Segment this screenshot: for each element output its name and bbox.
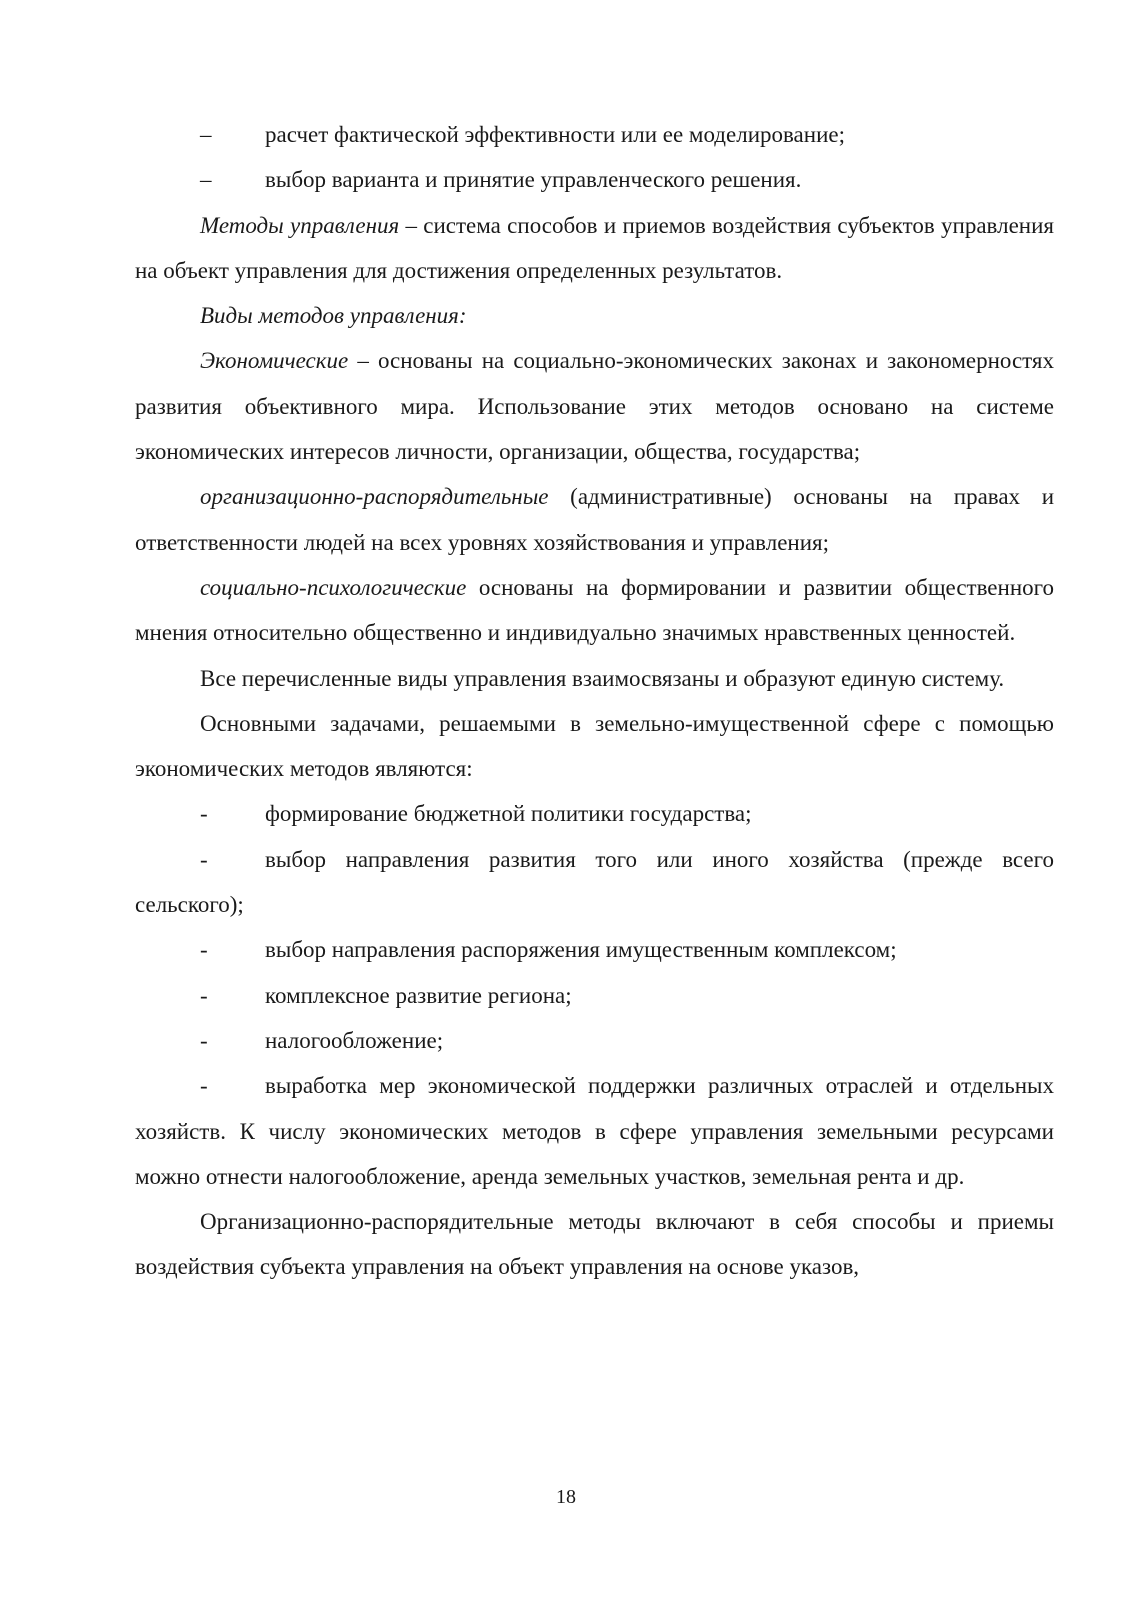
- page-content: [135, 112, 1054, 1290]
- paragraph-methods-definition: [135, 203, 1054, 294]
- paragraph-organizational: [135, 474, 1054, 565]
- list-item: [135, 1018, 1054, 1063]
- list-dash: -: [200, 801, 208, 827]
- types-heading: [135, 293, 1054, 338]
- page-number: 18: [556, 1486, 576, 1508]
- list-dash: -: [200, 937, 208, 963]
- paragraph-text: основаны на формировании и развитии общественного мнения относительно общественно и индивидуально значимых нравственных ценностей.: [135, 574, 1054, 646]
- paragraph-social: [135, 565, 1054, 656]
- list-item-text: расчет фактической эффективности или ее моделирование;: [265, 122, 845, 147]
- list-item-text: выбор направления распоряжения имущественным комплексом;: [265, 937, 897, 963]
- paragraph-interconnected: Все перечисленные виды управления взаимосвязаны и образуют единую систему.: [200, 665, 1005, 691]
- list-dash: –: [200, 122, 212, 147]
- list-dash: -: [200, 1027, 208, 1053]
- list-item: [135, 112, 1054, 157]
- list-item-text: выбор направления развития того или иного хозяйства (прежде всего сельского);: [135, 846, 1054, 918]
- list-dash: –: [200, 167, 212, 193]
- paragraph-organizational-methods: Организационно-распорядительные методы включают в себя способы и приемы воздействия субъекта управления на объект управления на основе указов,: [135, 1209, 1054, 1280]
- paragraph-tasks-intro: Основными задачами, решаемыми в земельно-имущественной сфере с помощью экономических методов являются:: [135, 710, 1054, 782]
- types-heading-text: Виды методов управления:: [200, 303, 467, 329]
- list-dash: -: [200, 1073, 208, 1099]
- list-item: [135, 837, 1054, 928]
- term-methods: Методы управления: [200, 212, 400, 238]
- list-item: [135, 927, 1054, 972]
- list-item: [135, 791, 1054, 836]
- list-dash: -: [200, 982, 208, 1008]
- term-social: социально-психологические: [200, 574, 467, 600]
- list-item-text: налогообложение;: [265, 1027, 444, 1053]
- term-organizational: организационно-распорядительные: [200, 484, 549, 510]
- paragraph-text: – система способов и приемов воздействия субъектов управления на объект управления для достижения определенных результатов.: [135, 212, 1054, 283]
- list-item: [135, 1063, 1054, 1199]
- paragraph-text: (административные) основаны на правах и ответственности людей на всех уровнях хозяйствования и управления;: [135, 484, 1054, 555]
- list-item-text: выработка мер экономической поддержки различных отраслей и отдельных хозяйств. К числу экономических методов в сфере управления земельными ресурсами можно отнести налогообложение, аренда земельных участков, земельная рента и др.: [135, 1073, 1054, 1189]
- list-item-text: формирование бюджетной политики государства;: [265, 801, 752, 827]
- paragraph-text: – основаны на социально-экономических законах и закономерностях развития объективного мира. Использование этих методов основано на системе экономических интересов личности, организации, общества, государства;: [135, 348, 1054, 465]
- list-item-text: комплексное развитие региона;: [265, 982, 572, 1008]
- list-dash: -: [200, 846, 208, 872]
- list-item: [135, 157, 1054, 202]
- term-economic: Экономические: [200, 348, 349, 374]
- list-item: [135, 973, 1054, 1018]
- list-item-text: выбор варианта и принятие управленческого решения.: [265, 167, 802, 193]
- paragraph-economic: [135, 338, 1054, 474]
